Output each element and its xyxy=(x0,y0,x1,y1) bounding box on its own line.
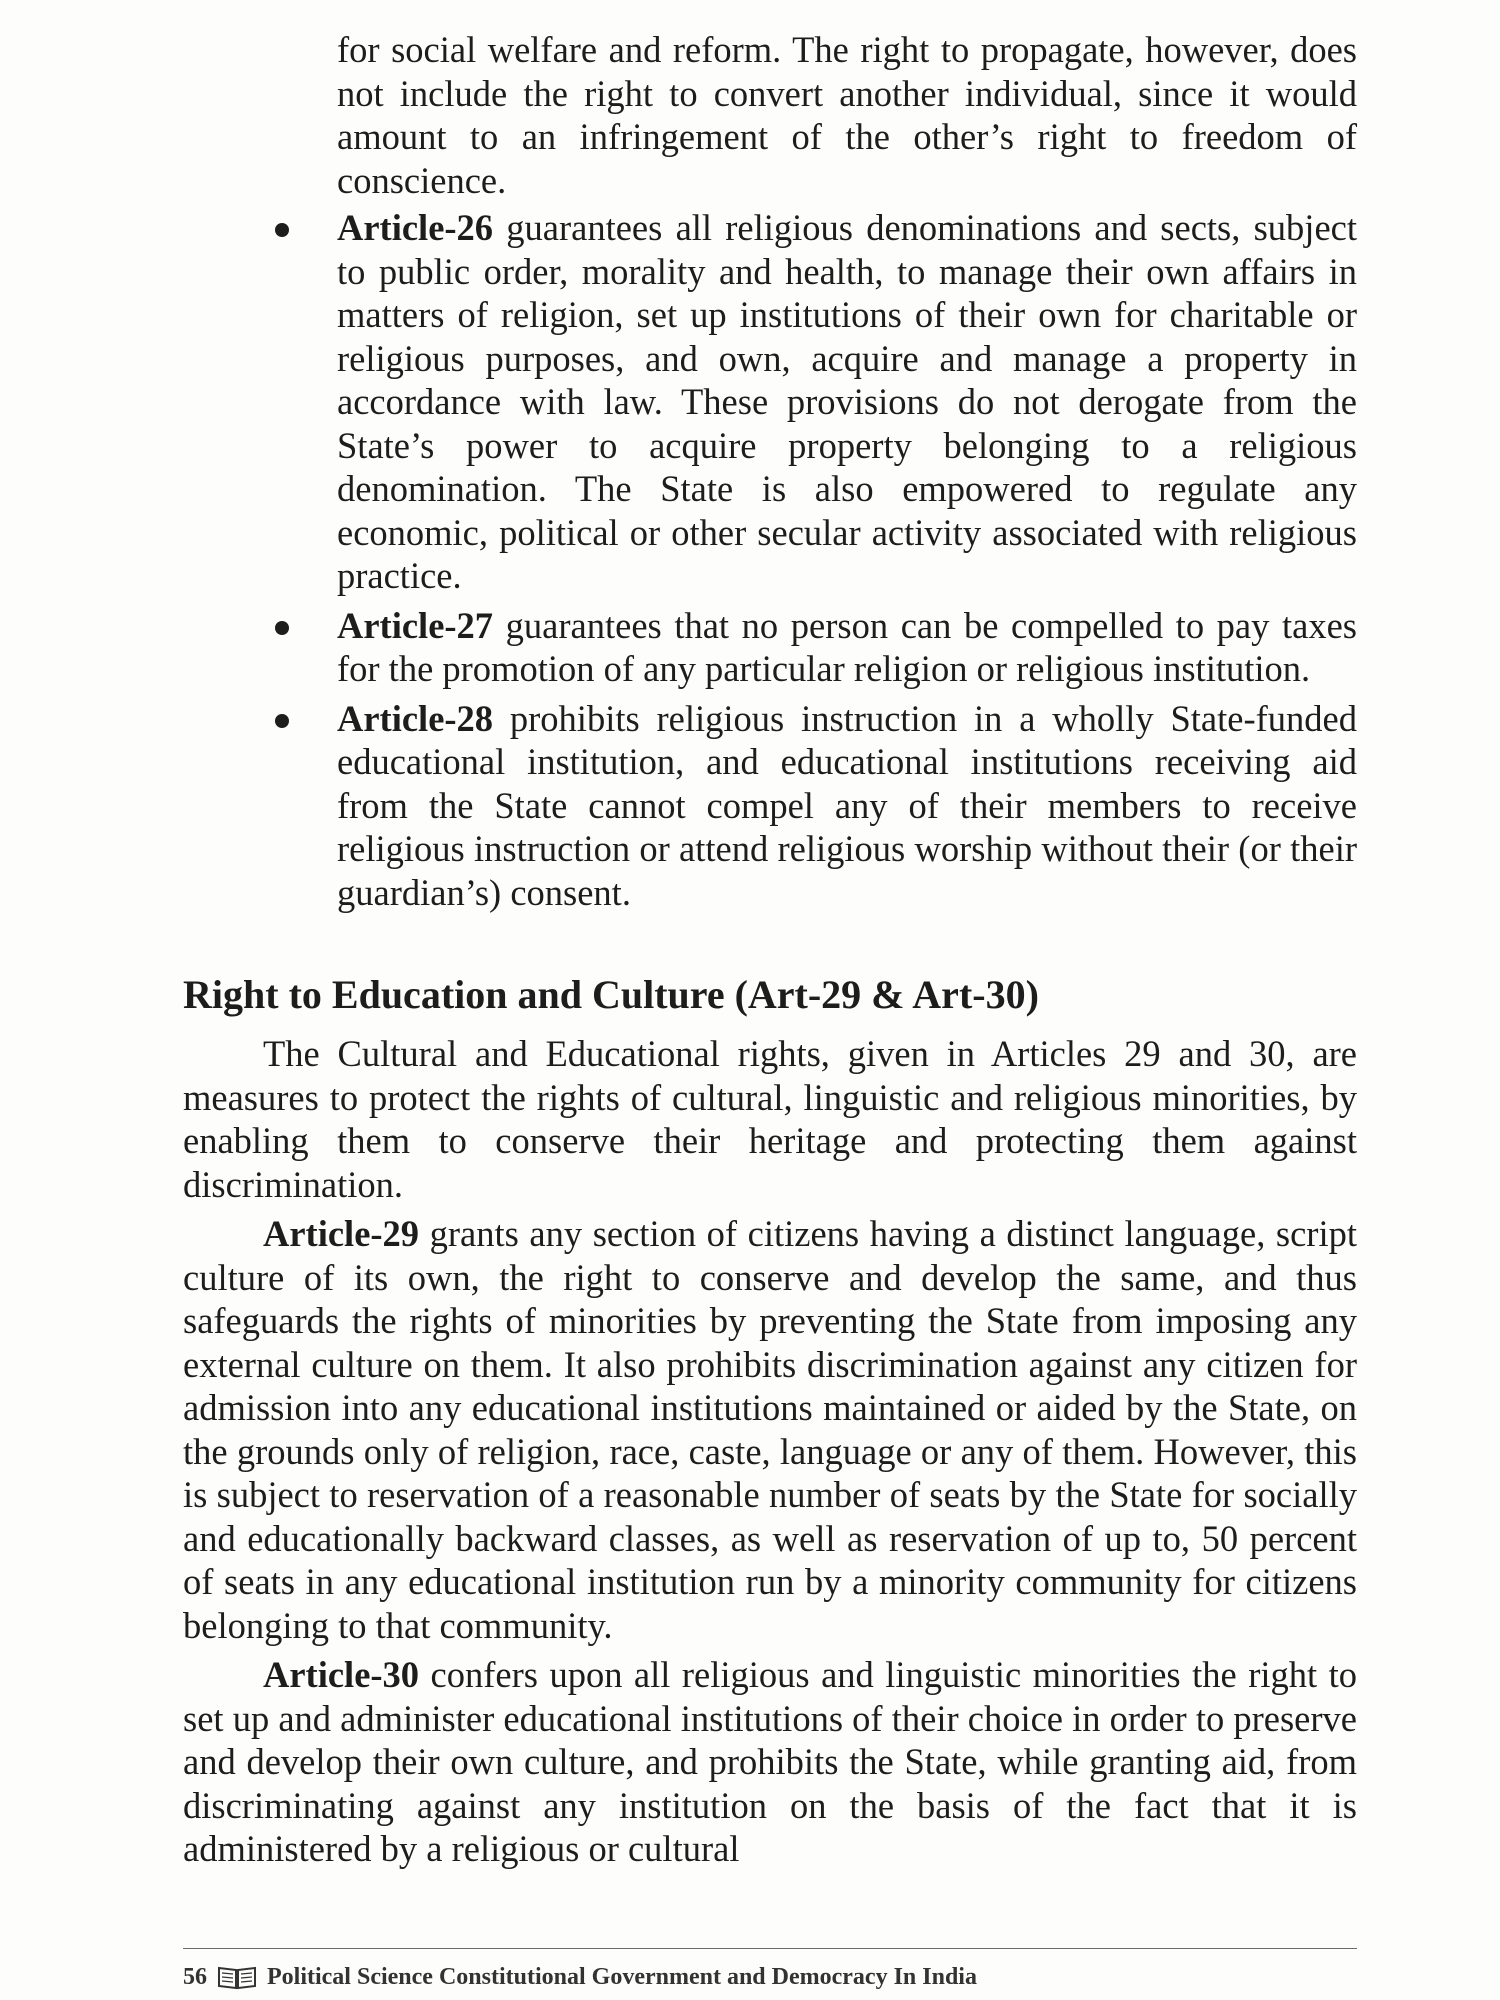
page-footer xyxy=(183,1962,1357,1992)
footer-book-title: Political Science Constitutional Government and Democracy In India xyxy=(267,1964,977,1990)
article-30-paragraph xyxy=(183,1653,1357,1871)
list-item-article-27 xyxy=(337,604,1357,691)
article-bullet-list xyxy=(337,206,1357,920)
article-label: Article-30 xyxy=(263,1654,420,1695)
bullet-icon xyxy=(275,621,289,635)
article-text: guarantees all religious denominations and sects, subject to public order, morality and health, to manage their own affairs in matters of religion, set up institutions of their own for charitable or religious purposes, and own, acquire and manage a property in accordance with law. These provisions do not derogate from the State’s power to acquire property belonging to a religious denomination. The State is also empowered to regulate any economic, political or other secular activity associated with religious practice. xyxy=(337,207,1357,596)
bullet-icon xyxy=(275,714,289,728)
footer-divider xyxy=(183,1948,1357,1949)
book-icon xyxy=(217,1964,257,1990)
continuation-paragraph: for social welfare and reform. The right to propagate, however, does not include the right to convert another individual, since it would amount to an infringement of the other’s right to freedom of conscience. xyxy=(337,29,1357,201)
article-label: Article-27 xyxy=(337,604,494,646)
intro-paragraph: The Cultural and Educational rights, given in Articles 29 and 30, are measures to protect the rights of cultural, linguistic and religious minorities, by enabling them to conserve their heritage and protecting them against discrimination. xyxy=(183,1033,1357,1205)
list-item-article-28 xyxy=(337,697,1357,915)
section-heading: Right to Education and Culture (Art-29 & Art-30) xyxy=(183,972,1039,1017)
page-number: 56 xyxy=(183,1964,207,1990)
article-29-paragraph xyxy=(183,1212,1357,1647)
section-body xyxy=(183,1032,1357,1877)
article-text: confers upon all religious and linguistic minorities the right to set up and administer educational institutions of their choice in order to preserve and develop their own culture, and prohibits the State, while granting aid, from discriminating against any institution on the basis of the fact that it is administered by a religious or cultural xyxy=(183,1654,1357,1869)
article-label: Article-26 xyxy=(337,207,494,248)
article-label: Article-29 xyxy=(263,1213,420,1254)
list-item-article-26 xyxy=(337,206,1357,598)
bullet-icon xyxy=(275,223,289,237)
article-label: Article-28 xyxy=(337,697,494,739)
article-text: prohibits religious instruction in a wholly State-funded educational institution, and educational institutions receiving aid from the State cannot compel any of their members to receive religious instruction or attend religious worship without their (or their guardian’s) consent. xyxy=(337,697,1357,913)
article-text: guarantees that no person can be compelled to pay taxes for the promotion of any particular religion or religious institution. xyxy=(337,604,1357,689)
article-text: grants any section of citizens having a distinct language, script culture of its own, the right to conserve and develop the same, and thus safeguards the rights of minorities by preventing the State from imposing any external culture on them. It also prohibits discrimination against any citizen for admission into any educational institutions maintained or aided by the State, on the grounds only of religion, race, caste, language or any of them. However, this is subject to reservation of a reasonable number of seats by the State for socially and educationally backward classes, as well as reservation of up to, 50 percent of seats in any educational institution run by a minority community for citizens belonging to that community. xyxy=(183,1213,1357,1646)
